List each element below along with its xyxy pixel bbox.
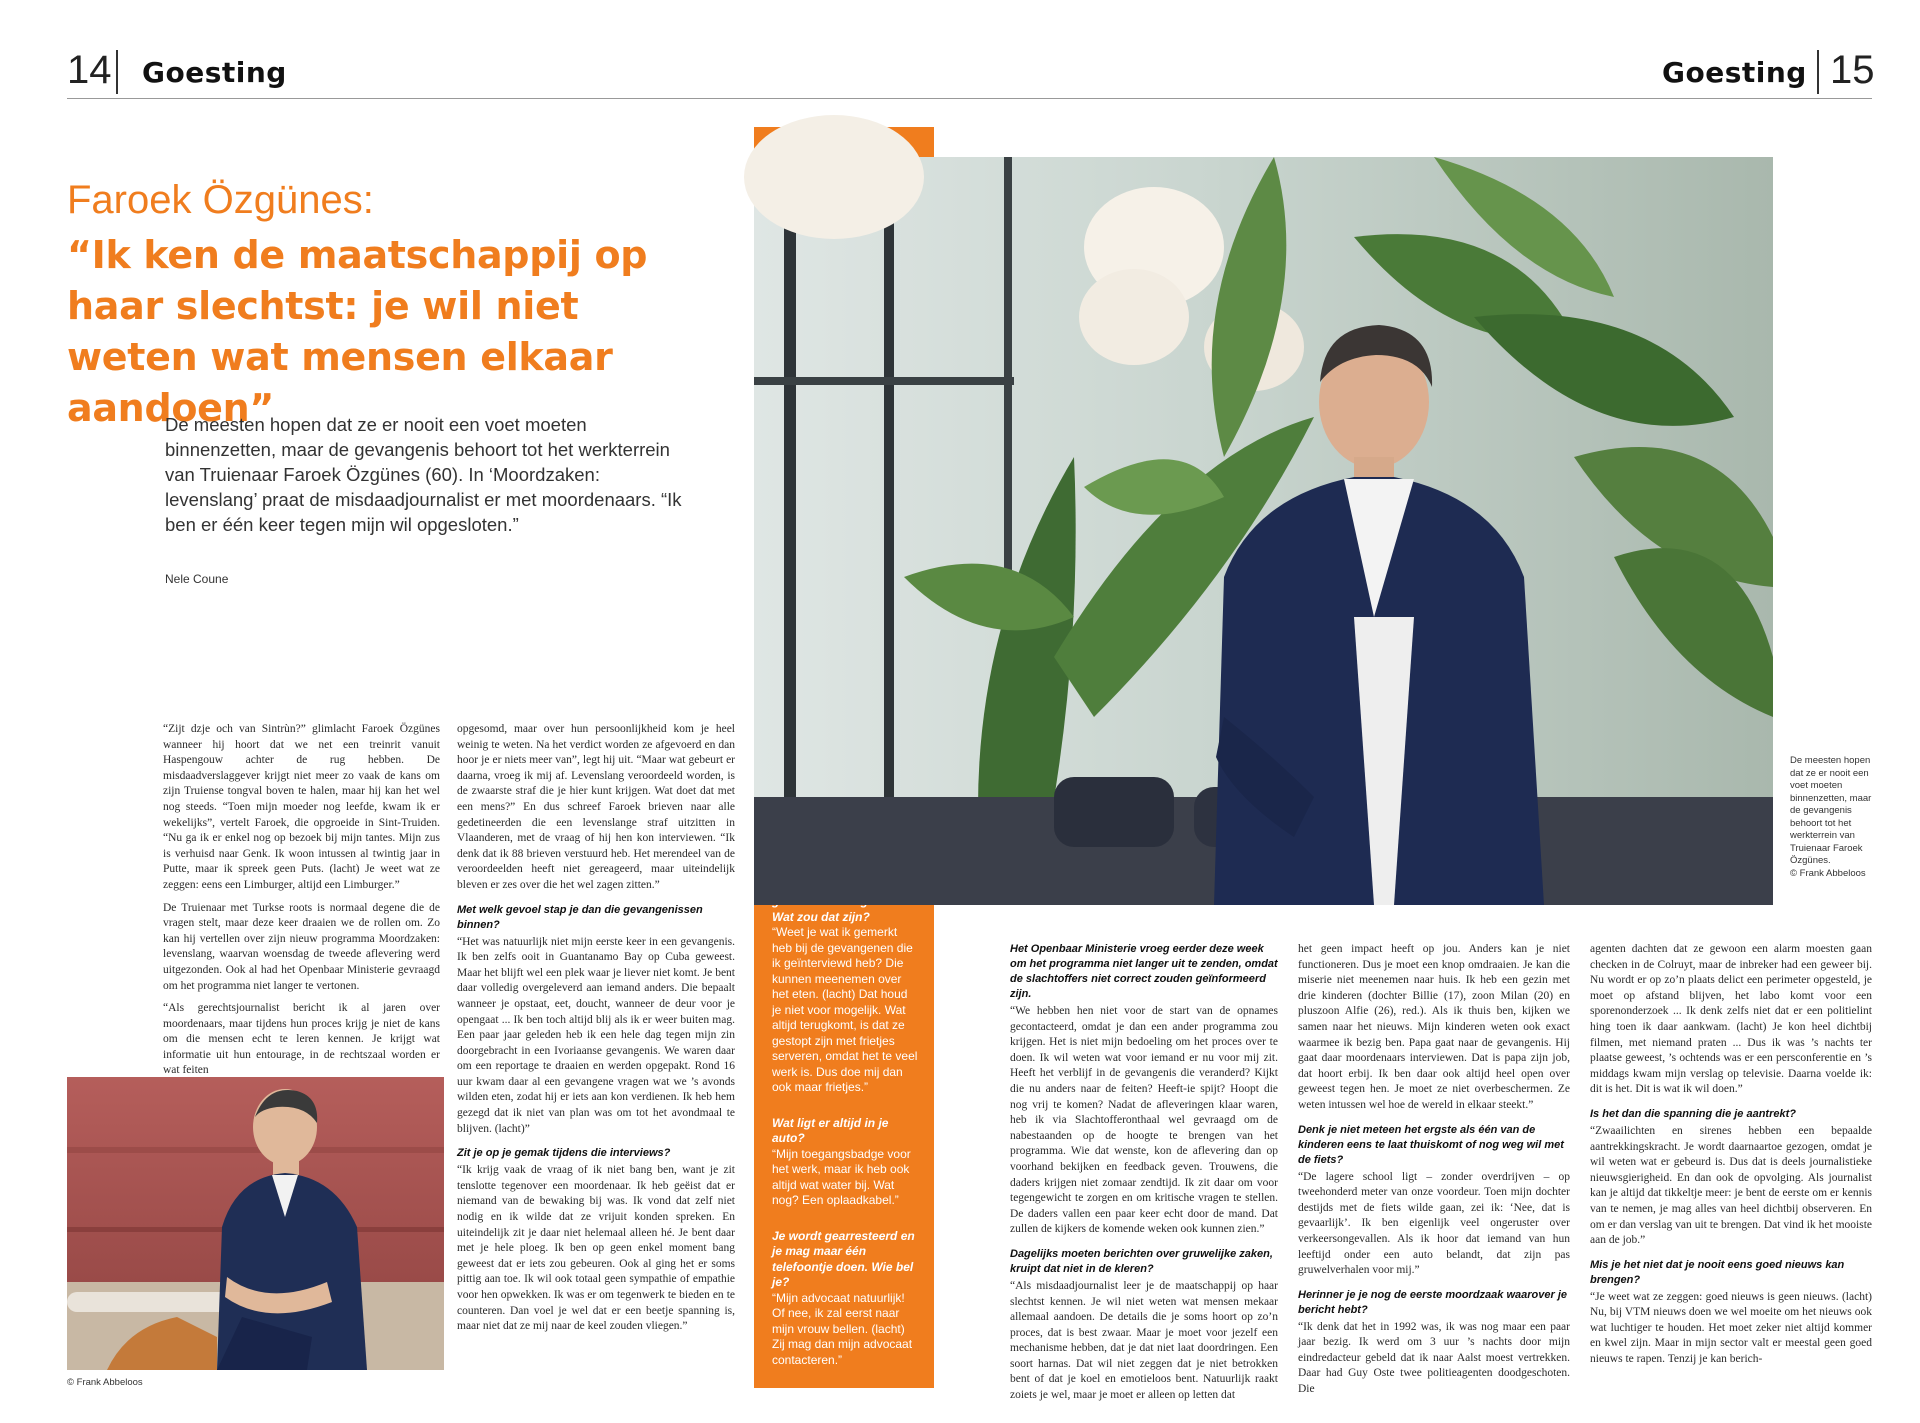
interview-question: Is het dan die spanning die je aantrekt? — [1590, 1107, 1796, 1120]
paragraph: De Truienaar met Turkse roots is normaal degene die de vragen stelt, maar deze keer draaien we de rollen om. Zo kan hij vertellen over zijn nieuw programma Moordzaken: levenslang, waarvan woensdag de tweede aflevering werd uitgezonden. Ook al had het Openbaar Ministerie gevraagd om het programma niet langer te vertonen. — [163, 901, 440, 992]
masthead-right: Goesting — [1662, 56, 1807, 89]
sidebar-question: Wat ligt er altijd in je auto? — [772, 1115, 889, 1145]
paragraph: het geen impact heeft op jou. Anders kan je niet functioneren. Dus je moet een knop omdraaien. Je kan die miserie niet meenemen naar huis. Ik heb een gezin met drie kinderen (dochter Billie (17), zoon Milan (20) en pluszoon Alfie (26), red.). Als ik thuis ben, kijken we samen naar het nieuws. Mijn kinderen weten ook exact waarmee ik bezig ben. Papa gaat naar de gevangenis. Hij gaat daar moordenaars interviewen. Dat is papa zijn job, dat hoort erbij. Ik ben daar ook altijd heel open over geweest tegen hen. Je moet ze niet overbeschermen. Ze weten intussen wel hoe de wereld in elkaar steekt.” — [1298, 943, 1570, 1111]
paragraph: “De lagere school ligt – zonder overdrijven – op tweehonderd meter van onze voordeur. Toen mijn dochter destijds met de fiets wilde gaan, zei ik: ‘Nee, dat is gevaarlijk’. Ik ben eigenlijk veel ongeruster over verkeersongevallen. Als ik hoor dat iemand van hun leeftijd onder een auto belandt, dat zijn pas gruwelverhalen voor mij.” — [1298, 1170, 1570, 1277]
portrait-photo-seated — [67, 1077, 444, 1370]
headline-name: Faroek Özgünes: — [67, 178, 374, 222]
headline-quote: “Ik ken de maatschappij op haar slechtst: je wil niet weten wat mensen elkaar aandoen” — [67, 233, 648, 430]
interview-question: Dagelijks moeten berichten over gruwelijke zaken, kruipt dat niet in de kleren? — [1010, 1247, 1273, 1275]
paragraph: “Ik denk dat het in 1992 was, ik was nog maar een paar jaar bezig. Ik werd om 3 uur ’s nachts door mijn eindredacteur gebeld dat ik naar Aalst moest vertrekken. Daar had Guy Oste twee politieagenten doodgeschoten. Die — [1298, 1320, 1570, 1396]
interview-question: Het Openbaar Ministerie vroeg eerder deze week om het programma niet langer uit te zenden, omdat de slachtoffers niet correct zouden geïnformeerd zijn. — [1010, 943, 1278, 1000]
article-column-4 — [1298, 942, 1570, 1396]
paragraph: “Het was natuurlijk niet mijn eerste keer in een gevangenis. Ik ben zelfs ooit in Guantanamo Bay op Cuba geweest. Maar het blijft wel een plek waar je liever niet komt. Je bent daar volledig overgeleverd aan iemand anders. Die bepaalt wanneer je opstaat, eet, doucht, wanneer de deur voor je opengaat ... Ik ben toch altijd blij als ik er weer buiten mag. Een paar jaar geleden heb ik een hele dag tegen mijn zin doorgebracht in een Ivoriaanse gevangenis. We waren daar om een reportage te draaien en werden opgepakt. Rond 16 uur kwam daar al een gevangene vragen wat we ’s avonds wilden eten, zodat hij er iets aan kon verdienen. Ik heb hem gezegd dat ik niet van plan was om tot het avondmaal te blijven. (lacht)” — [457, 935, 735, 1135]
article-column-2 — [457, 722, 735, 1390]
standing-man-illustration — [754, 157, 1773, 905]
paragraph: “Ik krijg vaak de vraag of ik niet bang ben, want je zit tenslotte tegenover een moordenaar. Ik heb geëist dat er niemand van de bewaking bij was. Ik vond dat zelf niet nodig en ik wilde dat ze vrijuit konden spreken. En uiteindelijk zit je daar niet helemaal alleen hé. Je bent daar met je hele ploeg. Ik ben op geen enkel moment bang geweest dat er iets zou gebeuren. Ook al ging het er soms pittig aan toe. Ik wil ook totaal geen sympathie of empathie voor hen opwekken. Ik was er om tegenwerk te bieden en te counteren. Dan voel je wel dat er een beetje spanning is, maar niet dat ze mij naar de keel zouden vliegen.” — [457, 1164, 735, 1333]
seated-man-illustration — [67, 1077, 444, 1370]
small-photo-credit: © Frank Abbeloos — [67, 1377, 143, 1388]
paragraph: agenten dachten dat ze gewoon een alarm moesten gaan checken in de Colruyt, maar de inbreker had een geweer bij. Nu wordt er op zo’n plaats delict een perimeter opgesteld, je moet op afstand blijven, het labo komt voor een sporenonderzoek ... Ik denk zelfs niet dat er een politielint hing toen ik daar aankwam. (lacht) Je kon heel dichtbij filmen, met niemand praten ... Dus ik was ’s nachts ter plaatse geweest, ’s ochtends was er een persconferentie en ’s middags kwam mijn verslag op televisie. Daarna voelde ik: dit is het. Dit is wat ik wil doen.” — [1590, 943, 1872, 1096]
sidebar-answer: “Mijn toegangsbadge voor het werk, maar ik heb ook altijd wat water bij. Wat nog? Een oplaadkabel.” — [772, 1146, 911, 1207]
header-divider-right — [1817, 50, 1819, 94]
page-number-right: 15 — [1830, 48, 1875, 92]
paragraph: “We hebben hen niet voor de start van de opnames gecontacteerd, omdat je dan een ander programma zou krijgen. Het is niet mijn bedoeling om het proces over te doen. Ik wil weten wat voor iemand er nu voor mij zit. Heeft het verblijf in de gevangenis die veranderd? Kijkt die nu anders naar de feiten? Heeft-ie spijt? Hoopt die nog vrij te komen? Nadat de afleveringen klaar waren, heb ik via Slachtofferonthaal wel gevraagd om de nabestaanden op de hoogte te brengen van het programma. Wie dat wenste, kon de aflevering dan op voorhand bekijken en feedback geven. Trouwens, die daders krijgen niet zomaar zendtijd. Ik zit daar om voor tegengewicht te zorgen en om kritische vragen te stellen. De daders vallen een paar keer echt door de mand. Dat zullen de kijkers de komende weken ook kunnen zien.” — [1010, 1005, 1278, 1236]
photo-caption-credit: © Frank Abbeloos — [1790, 867, 1866, 879]
interview-question: Herinner je je nog de eerste moordzaak waarover je bericht hebt? — [1298, 1288, 1567, 1316]
paragraph: “Als gerechtsjournalist bericht ik al jaren over moordenaars, maar tijdens hun proces krijg je niet de kans om die mensen echt te leren kennen. Je krijgt wat informatie uit hun entourage, in de rechtszaal worden er wat feiten — [163, 1002, 440, 1077]
header-divider-left — [116, 50, 118, 94]
interview-question: Denk je niet meteen het ergste als één van de kinderen eens te laat thuiskomt of nog weg wil met de fiets? — [1298, 1123, 1564, 1166]
photo-caption-text: De meesten hopen dat ze er nooit een voet moeten binnenzetten, maar de gevangenis behoort tot het werkterrein van Truienaar Faroek Özgünes. — [1790, 755, 1872, 866]
photo-caption — [1790, 755, 1880, 880]
paragraph: “Je weet wat ze zeggen: goed nieuws is geen nieuws. (lacht) Nu, bij VTM nieuws doen we wel moeite om het nieuws ook wat luchtiger te houden. Het moet zeker niet altijd kommer en kwel zijn. Maar in mijn sector valt er meestal geen goed nieuws te rapen. Tenzij je kan berich- — [1590, 1290, 1872, 1366]
byline: Nele Coune — [165, 572, 229, 586]
article-column-1 — [163, 722, 440, 1077]
paragraph: opgesomd, maar over hun persoonlijkheid kom je heel weinig te weten. Na het verdict worden ze afgevoerd en dan hoor je er niets meer van”, legt hij uit. “Maar wat gebeurt er daarna, vroeg ik mij af. Levenslang veroordeeld worden, is de zwaarste straf die je hier kunt krijgen. Wat doet dat met een mens?” En dus schreef Faroek brieven naar alle gedetineerden die een levenslange straf uitzitten in Vlaanderen, met de vraag of hij hen kon interviewen. “Ik denk dat ik 88 brieven verstuurd heb. Het merendeel van de veroordeelden heeft niet gereageerd, maar uiteindelijk bleven er zes over die het wel zagen zitten.” — [457, 723, 735, 891]
sidebar-question: Wat zou dat zijn? — [772, 909, 870, 924]
main-portrait-photo — [754, 157, 1773, 905]
header-rule — [67, 98, 1872, 99]
article-column-5 — [1590, 942, 1872, 1390]
interview-question: Mis je het niet dat je nooit eens goed nieuws kan brengen? — [1590, 1258, 1845, 1286]
paragraph: “Zijt dzje och van Sintrùn?” glimlacht Faroek Özgünes wanneer hij hoort dat we net een treinrit vanuit Haspengouw achter de rug hebben. De misdaadverslaggever krijgt niet meer zo vaak de kans om zijn Truiense tongval boven te halen, maar hij kan het wel nog steeds. “Toen mijn moeder nog leefde, kwam ik er wekelijks”, vertelt Faroek, die opgroeide in Sint-Truiden. “Nu ga ik er enkel nog op bezoek bij mijn tantes. Mijn zus is verhuisd naar Genk. Ik woon intussen al twintig jaar in Putte, maar ik spreek geen Puts. (lacht) Je weet wat ze zeggen: eens een Limburger, altijd een Limburger.” — [163, 723, 440, 891]
paragraph: “Zwaailichten en sirenes hebben een bepaalde aantrekkingskracht. Je wordt daarnaartoe gezogen, omdat je wil weten wat er gebeurd is. Dus dat is deels journalistieke nieuwsgierigheid. En dan ook de opvolging. Als journalist kan je altijd dat tikkeltje meer: je bent de eerste om er kennis van te nemen, je mag alles van heel dichtbij observeren. En om er dan verslag van uit te brengen. Dat vind ik het mooiste aan de job.” — [1590, 1124, 1872, 1247]
interview-question: Zit je op je gemak tijdens die interviews? — [457, 1147, 671, 1160]
sidebar-answer: “Mijn advocaat natuurlijk! Of nee, ik zal eerst naar mijn vrouw bellen. (lacht) Zij mag dan mijn advocaat contacteren.” — [772, 1290, 913, 1367]
article-column-3 — [1010, 942, 1278, 1402]
sidebar-answer: “Weet je wat ik gemerkt heb bij de gevangenen die ik geïnterviewd heb? Die kunnen meenemen over het eten. (lacht) Dat houd je niet voor mogelijk. Wat altijd terugkomt, is dat ze gestopt zijn met frietjes serveren, omdat het te veel werk is. Dus doe mij dan ook maar frietjes.” — [772, 925, 918, 1094]
page-number-left: 14 — [67, 48, 112, 92]
interview-question: Met welk gevoel stap je dan die gevangenissen binnen? — [457, 903, 703, 931]
masthead-left: Goesting — [142, 56, 287, 89]
paragraph: “Als misdaadjournalist leer je de maatschappij op haar slechtst kennen. Je wil niet weten wat mensen mekaar allemaal aandoen. De details die je soms hoort op zo’n proces, dat is best zwaar. Maar je moet voor jezelf een mechanisme hebben, dat je dat niet laat doordringen. Een soort harnas. Dat wil niet zeggen dat je niet betrokken bent of dat je koel en emotieloos bent. Natuurlijk raakt zoiets je wel, maar je moet er alleen op letten dat — [1010, 1279, 1278, 1402]
lead-paragraph: De meesten hopen dat ze er nooit een voet moeten binnenzetten, maar de gevangenis behoort tot het werkterrein van Truienaar Faroek Özgünes (60). In ‘Moordzaken: levenslang’ praat de misdaadjournalist er met moordenaars. “Ik ben er één keer tegen mijn wil opgesloten.” — [165, 414, 682, 535]
sidebar-question: Je wordt gearresteerd en je mag maar één telefoontje doen. Wie bel je? — [772, 1228, 915, 1289]
